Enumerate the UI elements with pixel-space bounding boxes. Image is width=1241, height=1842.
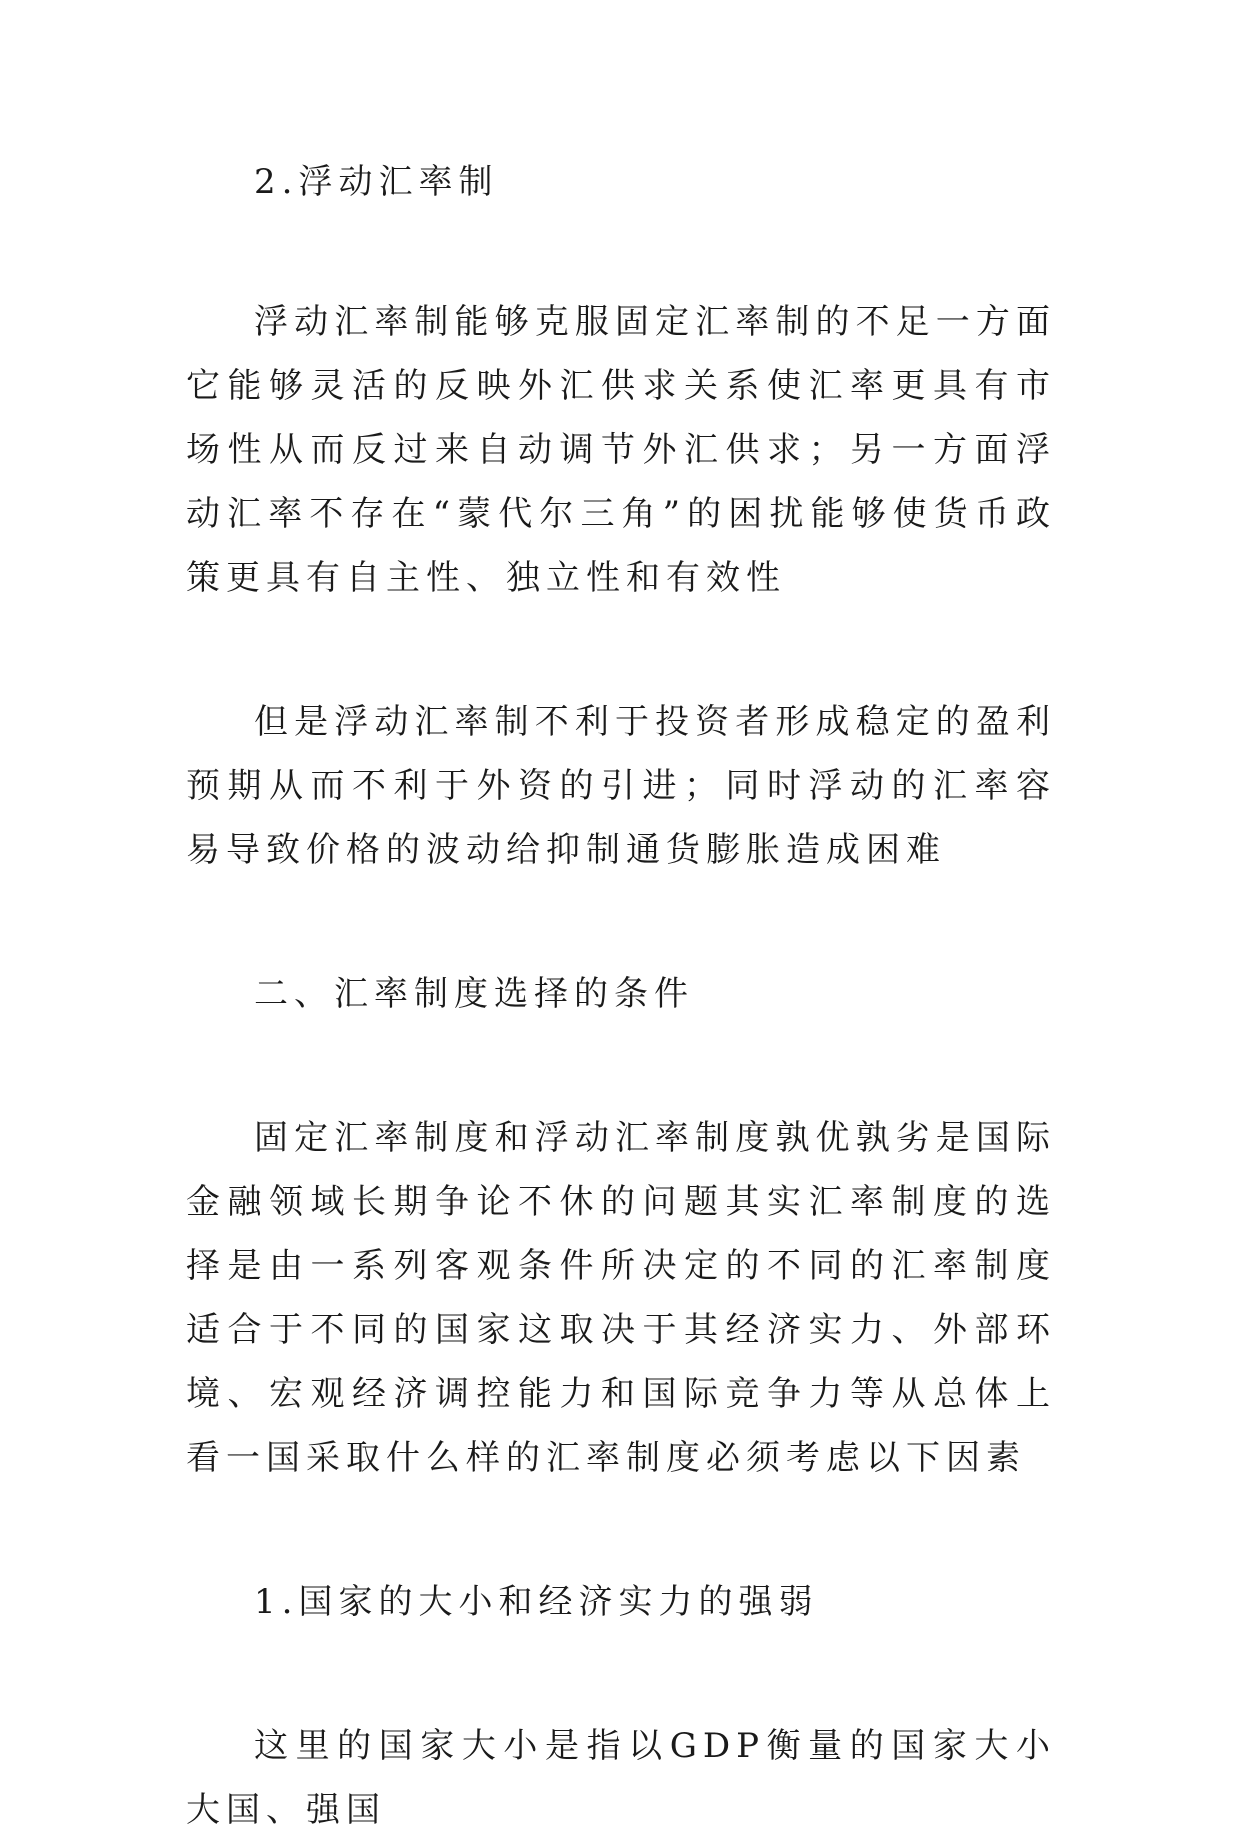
section-heading-floating-rate: 2.浮动汇率制 — [254, 162, 499, 202]
paragraph-selection-overview: 固定汇率制度和浮动汇率制度孰优孰劣是国际金融领域长期争论不休的问题其实汇率制度的选择是由一系列客观条件所决定的不同的汇率制度适合于不同的国家这取决于其经济实力、外部环境、宏观经济调控能力和国际竞争力等从总体上看一国采取什么样的汇率制度必须考虑以下因素 — [186, 1118, 1056, 1478]
document-body — [186, 150, 1056, 1842]
paragraph-floating-rate-disadvantages: 但是浮动汇率制不利于投资者形成稳定的盈利预期从而不利于外资的引进；同时浮动的汇率容易导致价格的波动给抑制通货膨胀造成困难 — [186, 702, 1056, 870]
paragraph-floating-rate-advantages: 浮动汇率制能够克服固定汇率制的不足一方面它能够灵活的反映外汇供求关系使汇率更具有市场性从而反过来自动调节外汇供求；另一方面浮动汇率不存在“蒙代尔三角”的困扰能够使货币政策更具有自主性、独立性和有效性 — [186, 302, 1056, 598]
paragraph-country-size: 这里的国家大小是指以GDP衡量的国家大小大国、强国 — [186, 1726, 1056, 1830]
section-heading-selection-conditions: 二、汇率制度选择的条件 — [254, 974, 694, 1014]
subsection-heading-country-size: 1.国家的大小和经济实力的强弱 — [254, 1582, 819, 1622]
